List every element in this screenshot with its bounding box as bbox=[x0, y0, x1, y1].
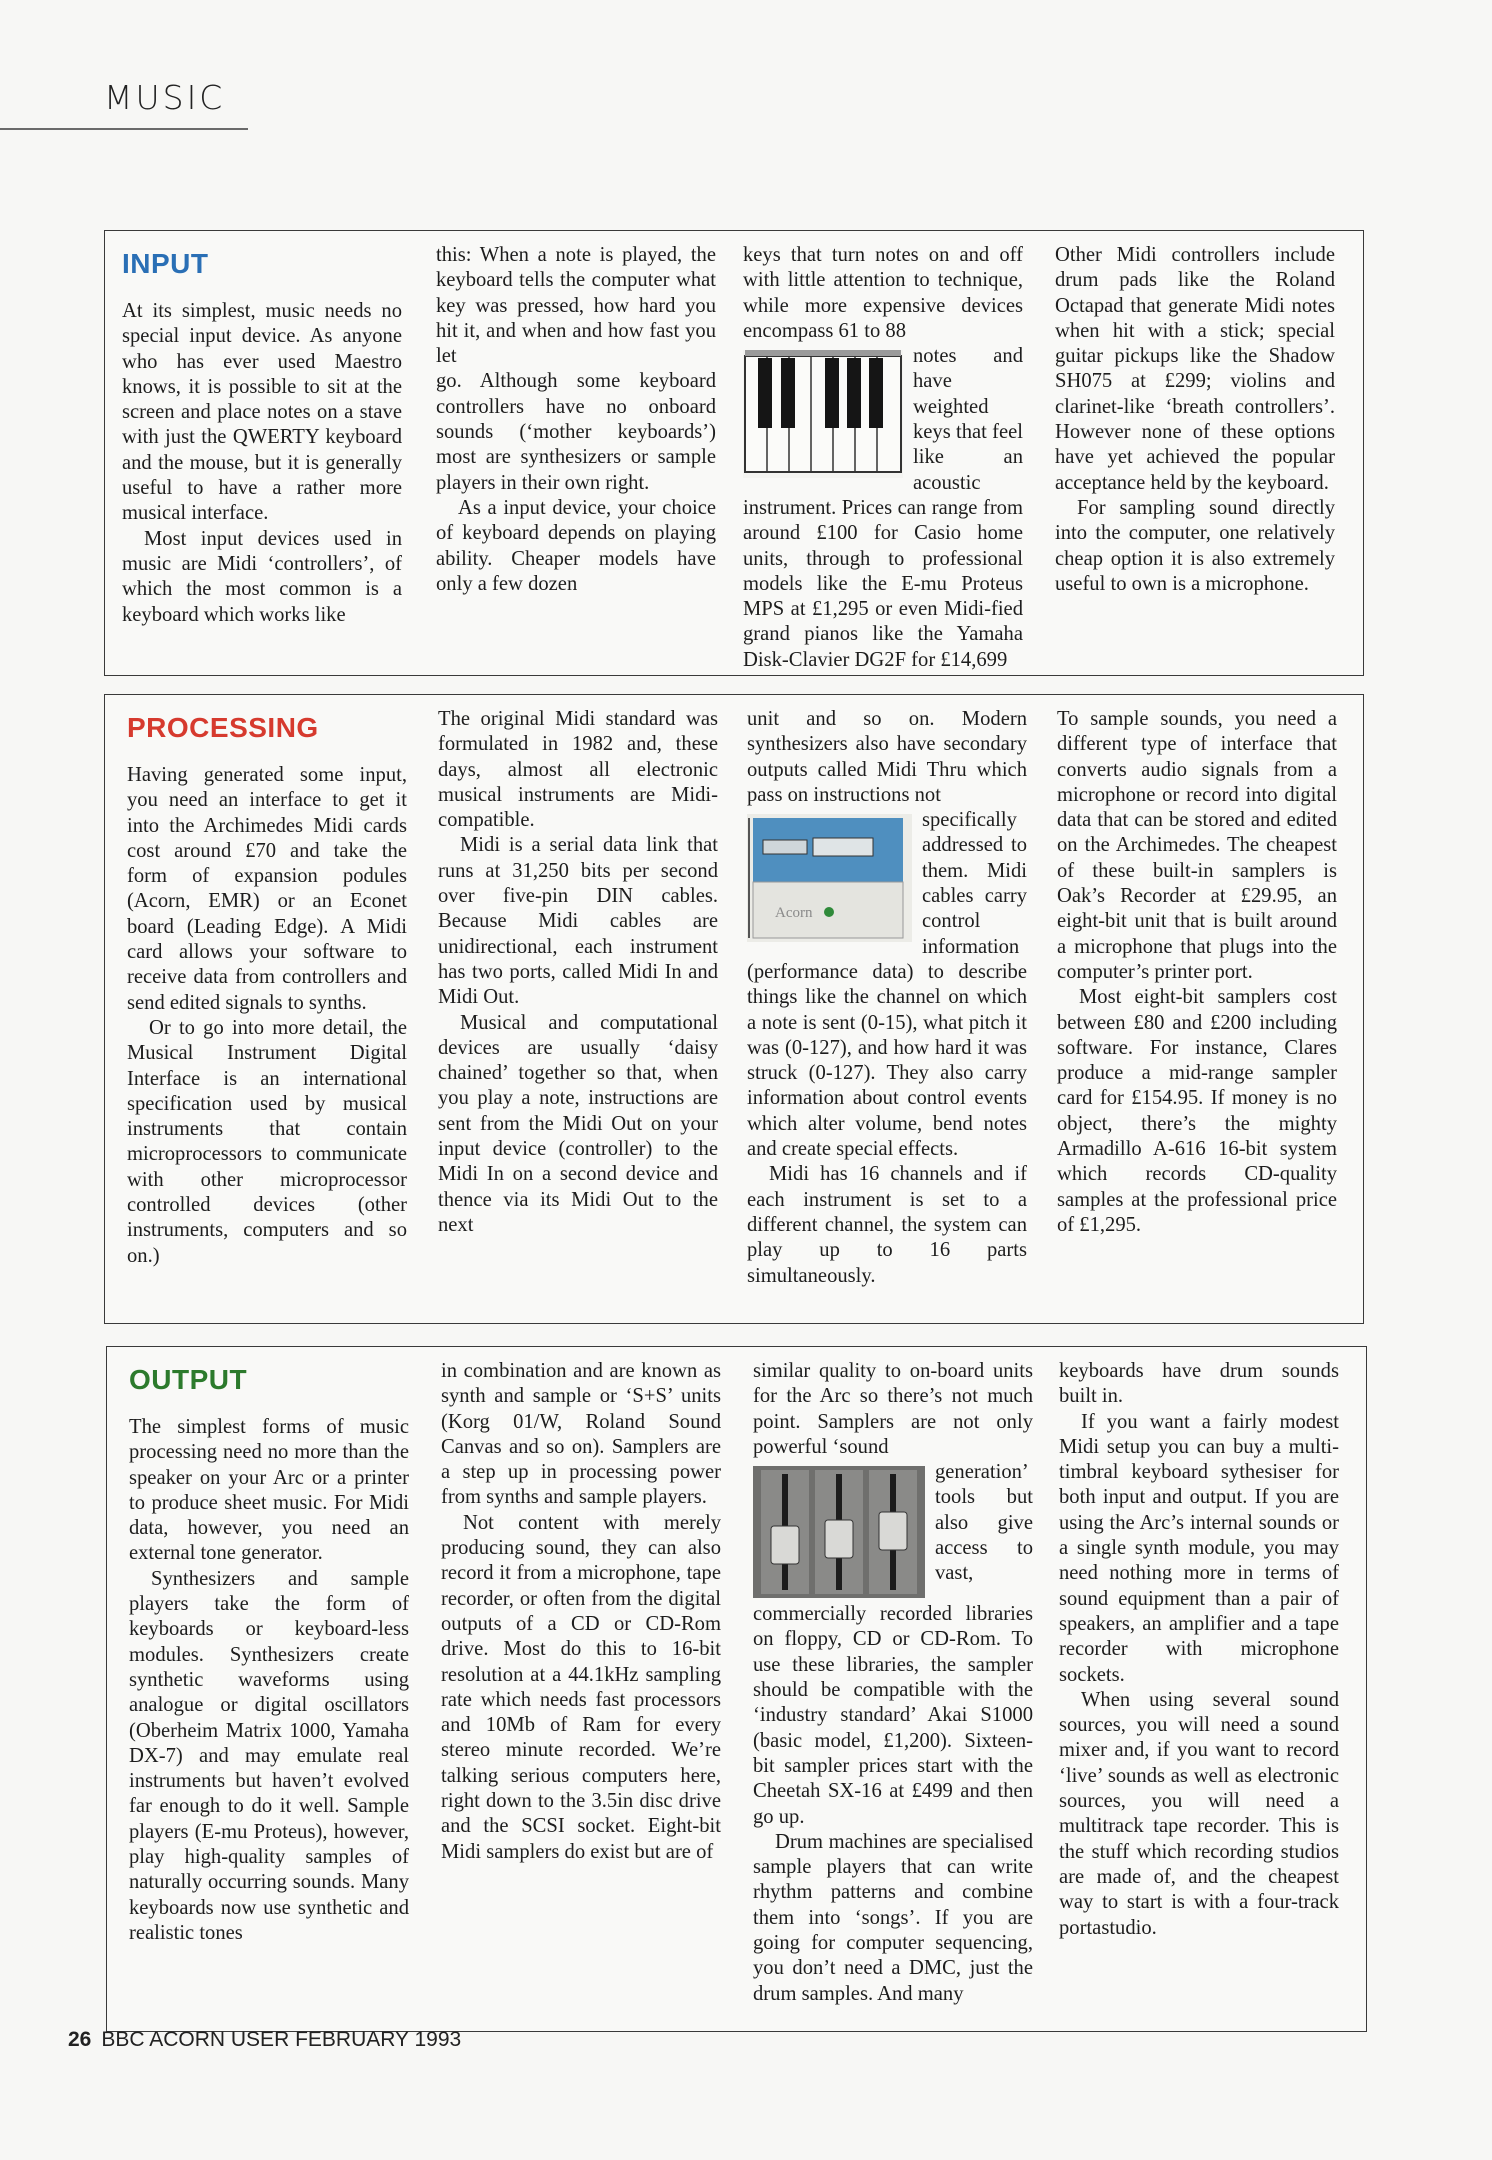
processing-col1-p1: Having generated some input, you need an interface to get it into the Archimedes Midi cards cost around £70 and take the form of expansion podules (Acorn, EMR) or an Econet board (Leading Edge). A Midi card allows your software to receive data from controllers and send edited signals to synths. bbox=[127, 764, 407, 1014]
output-col4-p1: keyboards have drum sounds built in. bbox=[1059, 1360, 1339, 1408]
output-col-2 bbox=[441, 1359, 721, 1865]
processing-col2-p3: Musical and computational devices are usually ‘daisy chained’ together so that, when you play a note, instructions are sent from the Midi Out on your input device (controller) to the Midi In on a second device and thence via its Midi Out to the next bbox=[438, 1011, 718, 1236]
processing-heading: PROCESSING bbox=[127, 712, 319, 743]
input-col-2 bbox=[436, 243, 716, 597]
output-col3-p1b: generation’ tools but also give access to vast, commercially recorded libraries on floppy, CD or CD-Rom. To use these libraries, the sampler should be compatible with the ‘industry standard’ Akai S1000 (basic model, £1,200). Sixteen-bit sampler prices start with the Cheetah SX-16 at £499 and then go up. bbox=[753, 1461, 1033, 1828]
processing-col-4 bbox=[1057, 707, 1337, 1238]
processing-col-3 bbox=[747, 707, 1027, 1289]
input-col2-p1a: this: When a note is played, the keyboard tells the computer what key was pressed, how hard you hit it, and when and how fast you let bbox=[436, 244, 716, 368]
processing-col2-p1: The original Midi standard was formulated in 1982 and, these days, almost all electronic musical instruments are Midi-compatible. bbox=[438, 708, 718, 832]
input-col3-p1a: keys that turn notes on and off with little attention to technique, while more expensive devices encompass 61 to 88 bbox=[743, 244, 1023, 342]
page-footer bbox=[68, 2028, 461, 2052]
page-number: 26 bbox=[68, 2028, 92, 2051]
mixer-faders-image bbox=[753, 1466, 925, 1598]
publication-line: BBC ACORN USER FEBRUARY 1993 bbox=[101, 2028, 462, 2051]
section-rule bbox=[0, 128, 248, 130]
output-heading: OUTPUT bbox=[129, 1364, 248, 1395]
processing-col-1 bbox=[127, 707, 407, 1269]
input-col4-p2: For sampling sound directly into the computer, one relatively cheap option it is also extremely useful to own is a microphone. bbox=[1055, 496, 1335, 595]
input-heading: INPUT bbox=[122, 248, 209, 279]
input-col-4 bbox=[1055, 243, 1335, 597]
input-col1-p1: At its simplest, music needs no special input device. As anyone who has ever used Maestro knows, it is possible to sit at the screen and place notes on a stave with just the QWERTY keyboard and the mouse, but it is generally useful to have a rather more musical interface. bbox=[122, 300, 402, 525]
output-col1-p2: Synthesizers and sample players take the form of keyboards or keyboard-less modules. Synthesizers create synthetic waveforms using analogue or digital oscillators (Oberheim Matrix 1000, Yamaha DX-7) and may emulate real instruments but haven’t evolved far enough to do it well. Sample players (E-mu Proteus), however, play high-quality samples of naturally occurring sounds. Many keyboards now use synthetic and realistic tones bbox=[129, 1567, 409, 1944]
output-col4-p2: If you want a fairly modest Midi setup you can buy a multi-timbral keyboard sythesiser for both input and output. If you are using the Arc’s internal sounds or a single synth module, you may need nothing more in terms of sound equipment than a pair of speakers, an amplifier and a tape recorder with microphone sockets. bbox=[1059, 1410, 1339, 1686]
output-col3-p2: Drum machines are specialised sample players that can write rhythm patterns and combine them into ‘songs’. If you are going for computer sequencing, you don’t need a DMC, just the drum samples. And many bbox=[753, 1830, 1033, 2005]
processing-col3-p1a: unit and so on. Modern synthesizers also have secondary outputs called Midi Thru which pass on instructions not bbox=[747, 708, 1027, 806]
output-col4-p3: When using several sound sources, you will need a sound mixer and, if you want to record ‘live’ sounds as well as electronic sources, you will need a multitrack tape recorder. This is the stuff which recording studios are made of, and the cheapest way to start is with a four-track portastudio. bbox=[1059, 1688, 1339, 1939]
input-col2-p2: As a input device, your choice of keyboard depends on playing ability. Cheaper models have only a few dozen bbox=[436, 496, 716, 595]
input-col-1 bbox=[122, 243, 402, 628]
keyboard-keys-image bbox=[743, 350, 903, 478]
acorn-midi-podule-image bbox=[747, 814, 912, 942]
output-col3-p1a: similar quality to on-board units for the Arc so there’s not much point. Samplers are not only powerful ‘sound bbox=[753, 1360, 1033, 1458]
output-col2-p1: in combination and are known as synth and sample or ‘S+S’ units (Korg 01/W, Roland Sound Canvas and so on). Samplers are a step up in processing power from synths and sample players. bbox=[441, 1360, 721, 1509]
input-col4-p1: Other Midi controllers include drum pads like the Roland Octapad that generate Midi notes when hit with a stick; special guitar pickups like the Shadow SH075 at £299; violins and clarinet-like ‘breath controllers’. However none of these options have yet achieved the popular acceptance held by the keyboard. bbox=[1055, 244, 1335, 494]
processing-col3-p2: Midi has 16 channels and if each instrument is set to a different channel, the system can play up to 16 parts simultaneously. bbox=[747, 1163, 1027, 1287]
output-col-4 bbox=[1059, 1359, 1339, 1941]
output-col1-p1: The simplest forms of music processing need no more than the speaker on your Arc or a printer to produce sheet music. For Midi data, however, you need an external tone generator. bbox=[129, 1416, 409, 1565]
processing-panel bbox=[104, 694, 1364, 1324]
processing-col3-p1b: specifically addressed to them. Midi cables carry control information (performance data) to describe things like the channel on which a note is sent (0-15), what pitch it was (0-127), and how hard it was struck (0-127). They also carry information about control events which alter volume, bend notes and create special effects. bbox=[747, 809, 1027, 1161]
input-col2-p1b: go. Although some keyboard controllers have no onboard sounds (‘mother keyboards’) most are synthesizers or sample players in their own right. bbox=[436, 370, 716, 494]
input-col-3 bbox=[743, 243, 1023, 673]
processing-col4-p2: Most eight-bit samplers cost between £80 and £200 including software. For instance, Clares produce a mid-range sampler card for £154.95. If money is no object, there’s the mighty Armadillo A-616 16-bit system which records CD-quality samples at the professional price of £1,295. bbox=[1057, 986, 1337, 1236]
processing-col4-p1: To sample sounds, you need a different type of interface that converts audio signals from a microphone or record into digital data that can be stored and edited on the Archimedes. The cheapest of these built-in samplers is Oak’s Recorder at £29.95, an eight-bit unit that is built around a microphone that plugs into the computer’s printer port. bbox=[1057, 708, 1337, 983]
output-col-3 bbox=[753, 1359, 1033, 2007]
output-col2-p2: Not content with merely producing sound, they can also record it from a microphone, tape recorder, or often from the digital outputs of a CD or CD-Rom drive. Most do this to 16-bit resolution at a 44.1kHz sampling rate which needs fast processors and 10Mb of Ram for every stereo minute recorded. We’re talking serious computers here, right down to the 3.5in disc drive and the SCSI socket. Eight-bit Midi samplers do exist but are of bbox=[441, 1511, 721, 1863]
processing-col2-p2: Midi is a serial data link that runs at 31,250 bits per second over five-pin DIN cables. Because Midi cables are unidirectional, each instrument has two ports, called Midi In and Midi Out. bbox=[438, 834, 718, 1009]
section-tag: MUSIC bbox=[104, 78, 226, 117]
input-col3-p1b: notes and have weighted keys that feel like an acoustic instrument. Prices can range from around £100 for Casio home units, through to professional models like the E-mu Proteus MPS at £1,295 or even Midi-fied grand pianos like the Yamaha Disk-Clavier DG2F for £14,699 bbox=[743, 345, 1023, 671]
processing-col-2 bbox=[438, 707, 718, 1238]
input-panel bbox=[104, 230, 1364, 676]
acorn-inset-label: Acorn bbox=[775, 905, 813, 922]
output-panel bbox=[106, 1346, 1367, 2032]
output-col-1 bbox=[129, 1359, 409, 1946]
input-col1-p2: Most input devices used in music are Midi ‘controllers’, of which the most common is a keyboard which works like bbox=[122, 527, 402, 626]
processing-col1-p2: Or to go into more detail, the Musical Instrument Digital Interface is an international specification used by musical instruments that contain microprocessors to communicate with other microprocessor controlled devices (other instruments, computers and so on.) bbox=[127, 1016, 407, 1267]
